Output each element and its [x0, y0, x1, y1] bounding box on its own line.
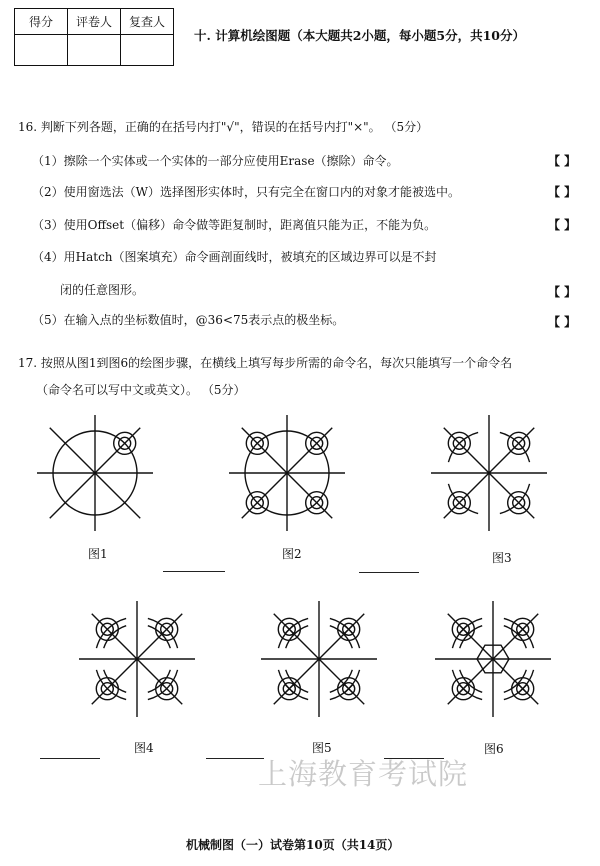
grader-header: 评卷人 [68, 9, 121, 35]
answer-blank-step-3-4[interactable] [40, 758, 100, 759]
figure-5-drawing [254, 594, 384, 724]
figure-3-drawing [424, 408, 554, 538]
score-table [14, 8, 174, 66]
q16-item-4: （4）用Hatch（图案填充）命令画剖面线时，被填充的区域边界可以是不封 [32, 250, 437, 264]
q16-item-2: （2）使用窗选法（W）选择图形实体时，只有完全在窗口内的对象才能被选中。 [32, 185, 460, 199]
figure-2-label: 图2 [282, 547, 302, 561]
figure-4-label: 图4 [134, 741, 154, 755]
score-header: 得分 [15, 9, 68, 35]
q16-answer-bracket-5[interactable]: 【 】 [548, 315, 577, 329]
answer-blank-step-2-3[interactable] [359, 572, 419, 573]
answer-blank-step-1-2[interactable] [163, 571, 225, 572]
q16-answer-bracket-4[interactable]: 【 】 [548, 285, 577, 299]
section-title: 十. 计算机绘图题（本大题共2小题，每小题5分，共10分） [194, 28, 525, 43]
figure-2-drawing [222, 408, 352, 538]
page-footer: 机械制图（一）试卷第10页（共14页） [186, 838, 400, 852]
score-cell[interactable] [15, 35, 68, 66]
q16-item-5: （5）在输入点的坐标数值时，@36<75表示点的极坐标。 [32, 313, 345, 327]
figure-3-label: 图3 [492, 551, 512, 565]
q16-answer-bracket-2[interactable]: 【 】 [548, 185, 577, 199]
reviewer-header: 复查人 [121, 9, 174, 35]
answer-blank-step-4-5[interactable] [206, 758, 264, 759]
figure-4-drawing [72, 594, 202, 724]
q17-stem-line1: 17. 按照从图1到图6的绘图步骤，在横线上填写每步所需的命令名，每次只能填写一个命令名 [18, 356, 513, 370]
q16-stem: 16. 判断下列各题，正确的在括号内打"√"，错误的在括号内打"×"。 （5分） [18, 120, 429, 134]
figure-6-drawing [428, 594, 558, 724]
figure-1-label: 图1 [88, 547, 108, 561]
reviewer-cell[interactable] [121, 35, 174, 66]
q16-item-3: （3）使用Offset（偏移）命令做等距复制时，距离值只能为正，不能为负。 [32, 218, 437, 232]
grader-cell[interactable] [68, 35, 121, 66]
q16-answer-bracket-1[interactable]: 【 】 [548, 154, 577, 168]
figure-5-label: 图5 [312, 741, 332, 755]
q16-item-4-cont: 闭的任意图形。 [60, 283, 145, 297]
q16-answer-bracket-3[interactable]: 【 】 [548, 218, 577, 232]
q17-stem-line2: （命令名可以写中文或英文）。 （5分） [36, 383, 246, 397]
figure-1-drawing [30, 408, 160, 538]
figure-6-label: 图6 [484, 742, 504, 756]
watermark: 上海教育考试院 [258, 757, 469, 791]
q16-item-1: （1）擦除一个实体或一个实体的一部分应使用Erase（擦除）命令。 [32, 154, 399, 168]
